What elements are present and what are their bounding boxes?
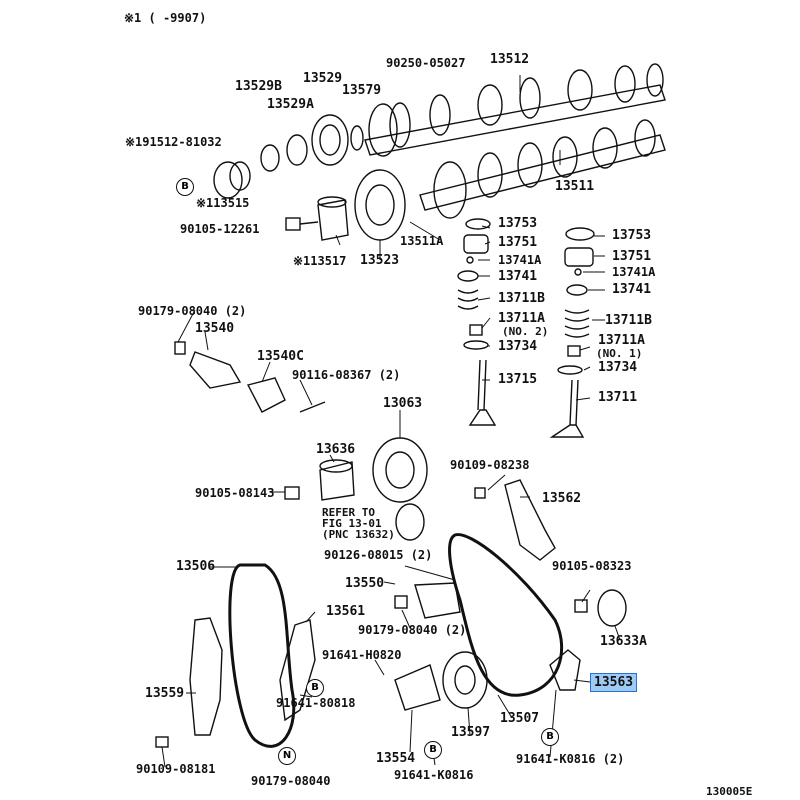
part-113515 <box>214 162 242 198</box>
label-91641-k0816[interactable]: 91641-K0816 <box>394 768 474 782</box>
label-13529b[interactable]: 13529B <box>235 79 282 94</box>
sprocket-13063 <box>373 438 427 502</box>
label-13540c[interactable]: 13540C <box>257 349 304 364</box>
label-90105-12261[interactable]: 90105-12261 <box>180 222 260 236</box>
diagram-code: 130005E <box>706 785 753 798</box>
label-90116-08367[interactable]: 90116-08367 (2) <box>292 368 401 382</box>
label-90179-08040-2b[interactable]: 90179-08040 (2) <box>358 623 467 637</box>
label-13734-right[interactable]: 13734 <box>598 360 638 375</box>
label-13562[interactable]: 13562 <box>542 491 582 506</box>
label-13711a-right[interactable]: 13711A <box>598 333 645 348</box>
label-13597[interactable]: 13597 <box>451 725 491 740</box>
camshaft-lower <box>420 120 665 218</box>
label-13711a-left[interactable]: 13711A <box>498 311 545 326</box>
label-13715[interactable]: 13715 <box>498 372 538 387</box>
callout-b-1: B <box>176 178 194 196</box>
chain-guide-13559 <box>190 618 222 735</box>
label-191512-81032[interactable]: ※191512-81032 <box>125 135 222 149</box>
callout-n: N <box>278 747 296 765</box>
callout-b-2: B <box>306 679 324 697</box>
ring-13529a <box>287 135 307 165</box>
tensioner-13554 <box>395 665 440 710</box>
valve-assembly-left <box>458 219 495 425</box>
label-90109-08238[interactable]: 90109-08238 <box>450 458 530 472</box>
label-13550[interactable]: 13550 <box>345 576 385 591</box>
label-13753-right[interactable]: 13753 <box>612 228 652 243</box>
label-113517[interactable]: ※113517 <box>293 254 347 268</box>
label-13711b-right[interactable]: 13711B <box>605 313 652 328</box>
valve-assembly-right <box>552 228 594 437</box>
label-13523[interactable]: 13523 <box>360 253 400 268</box>
label-91641-80818[interactable]: 91641-80818 <box>276 696 356 710</box>
label-13511a[interactable]: 13511A <box>400 234 444 248</box>
gear-13529 <box>312 115 348 165</box>
header-note: ※1 ( -9907) <box>124 11 207 25</box>
label-13529[interactable]: 13529 <box>303 71 343 86</box>
label-13540[interactable]: 13540 <box>195 321 235 336</box>
label-13741a-right[interactable]: 13741A <box>612 265 656 279</box>
ring-13529b <box>261 145 279 171</box>
label-13563-selected[interactable]: 13563 <box>590 673 637 692</box>
label-90109-08181[interactable]: 90109-08181 <box>136 762 216 776</box>
label-13507[interactable]: 13507 <box>500 711 540 726</box>
label-90250-05027[interactable]: 90250-05027 <box>386 56 466 70</box>
sprocket-13597 <box>443 652 487 708</box>
tensioner-13550 <box>415 583 460 618</box>
label-90126-08015[interactable]: 90126-08015 (2) <box>324 548 433 562</box>
label-13633a[interactable]: 13633A <box>600 634 647 649</box>
gasket-13540c <box>248 378 285 412</box>
label-13711b-left[interactable]: 13711B <box>498 291 545 306</box>
label-91641-k0816-2[interactable]: 91641-K0816 (2) <box>516 752 625 766</box>
label-13711[interactable]: 13711 <box>598 390 638 405</box>
label-90105-08323[interactable]: 90105-08323 <box>552 559 632 573</box>
label-13506[interactable]: 13506 <box>176 559 216 574</box>
part-13633a <box>598 590 626 626</box>
refer-line-2[interactable]: FIG 13-01 <box>322 517 382 530</box>
label-13063[interactable]: 13063 <box>383 396 423 411</box>
label-13741-left[interactable]: 13741 <box>498 269 538 284</box>
label-13753-left[interactable]: 13753 <box>498 216 538 231</box>
label-13741-right[interactable]: 13741 <box>612 282 652 297</box>
label-no1: (NO. 1) <box>596 347 643 360</box>
label-13734-left[interactable]: 13734 <box>498 339 538 354</box>
slipper-13563 <box>550 650 580 690</box>
label-13511[interactable]: 13511 <box>555 179 595 194</box>
label-90105-08143[interactable]: 90105-08143 <box>195 486 275 500</box>
label-91641-h0820[interactable]: 91641-H0820 <box>322 648 402 662</box>
refer-line-1: REFER TO <box>322 506 375 519</box>
callout-b-3: B <box>424 741 442 759</box>
timing-chain-13507 <box>450 535 562 696</box>
label-13579[interactable]: 13579 <box>342 83 382 98</box>
label-no2: (NO. 2) <box>502 325 549 338</box>
part-13636 <box>320 462 354 500</box>
gear-13523 <box>355 170 405 240</box>
label-13529a[interactable]: 13529A <box>267 97 314 112</box>
label-90179-08040[interactable]: 90179-08040 <box>251 774 331 788</box>
label-13512[interactable]: 13512 <box>490 52 530 67</box>
refer-line-3: (PNC 13632) <box>322 528 395 541</box>
camshaft-upper <box>365 64 665 156</box>
callout-b-4: B <box>541 728 559 746</box>
label-13561[interactable]: 13561 <box>326 604 366 619</box>
label-13636[interactable]: 13636 <box>316 442 356 457</box>
label-13559[interactable]: 13559 <box>145 686 185 701</box>
label-13554[interactable]: 13554 <box>376 751 416 766</box>
part-13540 <box>190 352 240 388</box>
label-113515[interactable]: ※113515 <box>196 196 250 210</box>
label-13741a-left[interactable]: 13741A <box>498 253 542 267</box>
label-90179-08040-2[interactable]: 90179-08040 (2) <box>138 304 247 318</box>
label-13751-left[interactable]: 13751 <box>498 235 538 250</box>
label-13751-right[interactable]: 13751 <box>612 249 652 264</box>
